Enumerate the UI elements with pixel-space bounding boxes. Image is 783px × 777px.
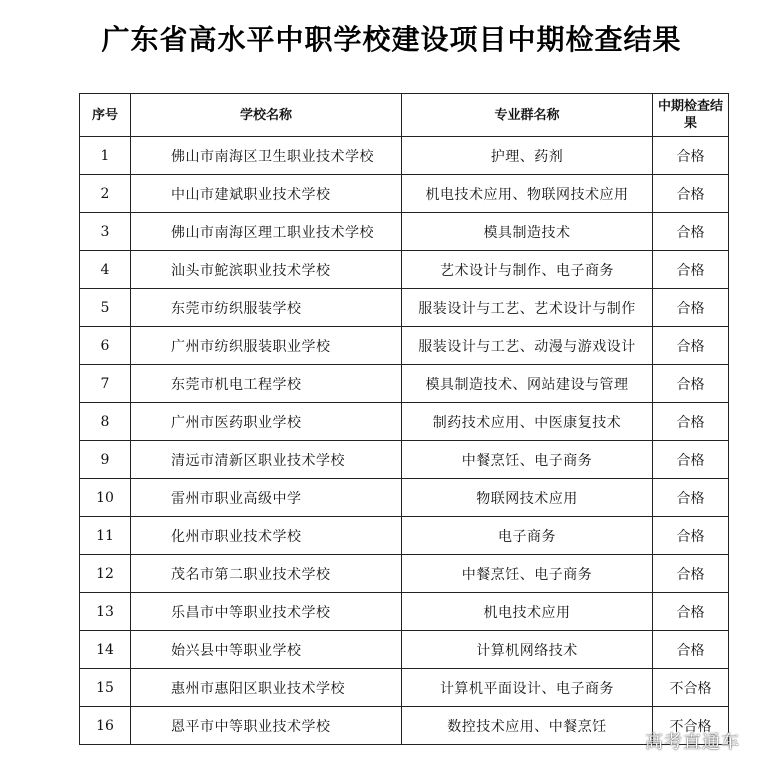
table-row	[80, 707, 729, 745]
table-row	[80, 213, 729, 251]
table-header-row	[80, 94, 729, 137]
cell-result: 合格	[653, 631, 729, 669]
table-row	[80, 479, 729, 517]
table-body	[80, 137, 729, 745]
cell-school: 佛山市南海区卫生职业技术学校	[131, 137, 402, 175]
results-table	[79, 93, 729, 745]
cell-result: 合格	[653, 517, 729, 555]
cell-seq: 2	[80, 175, 131, 213]
cell-major: 电子商务	[402, 517, 653, 555]
table-row	[80, 251, 729, 289]
cell-major: 计算机网络技术	[402, 631, 653, 669]
page-title: 广东省高水平中职学校建设项目中期检查结果	[101, 23, 682, 56]
cell-school: 雷州市职业高级中学	[131, 479, 402, 517]
cell-result: 合格	[653, 137, 729, 175]
table-row	[80, 441, 729, 479]
cell-seq: 11	[80, 517, 131, 555]
table-row	[80, 517, 729, 555]
cell-school: 中山市建斌职业技术学校	[131, 175, 402, 213]
cell-result: 合格	[653, 365, 729, 403]
header-school: 学校名称	[131, 94, 402, 137]
cell-result: 合格	[653, 251, 729, 289]
cell-result: 合格	[653, 555, 729, 593]
cell-result: 合格	[653, 403, 729, 441]
cell-school: 佛山市南海区理工职业技术学校	[131, 213, 402, 251]
cell-school: 恩平市中等职业技术学校	[131, 707, 402, 745]
table-row	[80, 289, 729, 327]
table-row	[80, 137, 729, 175]
cell-major: 计算机平面设计、电子商务	[402, 669, 653, 707]
table-row	[80, 593, 729, 631]
watermark: 高考直通车	[645, 732, 740, 753]
cell-seq: 14	[80, 631, 131, 669]
table-row	[80, 669, 729, 707]
cell-school: 东莞市机电工程学校	[131, 365, 402, 403]
cell-school: 清远市清新区职业技术学校	[131, 441, 402, 479]
cell-school: 茂名市第二职业技术学校	[131, 555, 402, 593]
cell-school: 广州市纺织服装职业学校	[131, 327, 402, 365]
cell-seq: 7	[80, 365, 131, 403]
table-row	[80, 555, 729, 593]
table-row	[80, 631, 729, 669]
cell-school: 乐昌市中等职业技术学校	[131, 593, 402, 631]
cell-major: 艺术设计与制作、电子商务	[402, 251, 653, 289]
header-seq: 序号	[80, 94, 131, 137]
cell-school: 广州市医药职业学校	[131, 403, 402, 441]
cell-school: 东莞市纺织服装学校	[131, 289, 402, 327]
cell-seq: 16	[80, 707, 131, 745]
cell-seq: 1	[80, 137, 131, 175]
cell-result: 合格	[653, 441, 729, 479]
cell-major: 数控技术应用、中餐烹饪	[402, 707, 653, 745]
header-result: 中期检查结果	[653, 94, 729, 137]
table-row	[80, 327, 729, 365]
cell-result: 合格	[653, 479, 729, 517]
cell-seq: 15	[80, 669, 131, 707]
cell-seq: 8	[80, 403, 131, 441]
cell-seq: 3	[80, 213, 131, 251]
cell-result: 不合格	[653, 707, 729, 745]
cell-result: 合格	[653, 213, 729, 251]
header-major: 专业群名称	[402, 94, 653, 137]
cell-school: 汕头市鮀滨职业技术学校	[131, 251, 402, 289]
cell-seq: 10	[80, 479, 131, 517]
table-row	[80, 403, 729, 441]
cell-major: 制药技术应用、中医康复技术	[402, 403, 653, 441]
cell-seq: 13	[80, 593, 131, 631]
cell-seq: 5	[80, 289, 131, 327]
cell-major: 中餐烹饪、电子商务	[402, 441, 653, 479]
cell-major: 模具制造技术、网站建设与管理	[402, 365, 653, 403]
cell-result: 合格	[653, 327, 729, 365]
cell-school: 惠州市惠阳区职业技术学校	[131, 669, 402, 707]
cell-school: 始兴县中等职业学校	[131, 631, 402, 669]
table-row	[80, 365, 729, 403]
table-row	[80, 175, 729, 213]
cell-result: 合格	[653, 593, 729, 631]
cell-seq: 12	[80, 555, 131, 593]
cell-major: 机电技术应用	[402, 593, 653, 631]
cell-seq: 9	[80, 441, 131, 479]
cell-school: 化州市职业技术学校	[131, 517, 402, 555]
cell-major: 中餐烹饪、电子商务	[402, 555, 653, 593]
cell-result: 合格	[653, 175, 729, 213]
cell-seq: 4	[80, 251, 131, 289]
cell-major: 服装设计与工艺、动漫与游戏设计	[402, 327, 653, 365]
cell-seq: 6	[80, 327, 131, 365]
cell-major: 服装设计与工艺、艺术设计与制作	[402, 289, 653, 327]
cell-result: 合格	[653, 289, 729, 327]
cell-major: 护理、药剂	[402, 137, 653, 175]
cell-result: 不合格	[653, 669, 729, 707]
cell-major: 模具制造技术	[402, 213, 653, 251]
cell-major: 物联网技术应用	[402, 479, 653, 517]
cell-major: 机电技术应用、物联网技术应用	[402, 175, 653, 213]
